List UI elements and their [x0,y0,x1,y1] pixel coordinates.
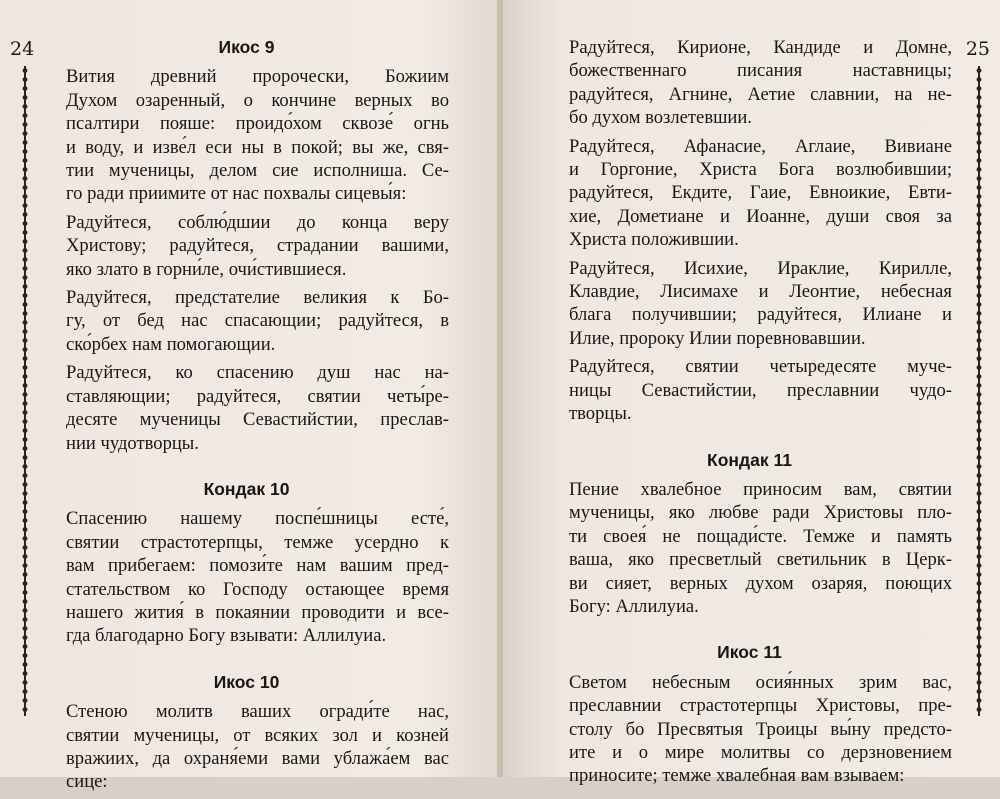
paragraph [547,36,952,130]
text-line: мученицы, яко любве ради Христовы пло- [569,502,952,524]
text-line: вражиих, да охраня́еми вами ублажа́ем вас [66,747,449,769]
right-page [503,0,1000,787]
text-line: ставляющии; радуйтеся, святии четы́ре- [66,385,449,407]
text-line: Спасению нашему поспе́шницы есте́, [66,508,449,530]
text-line: столу бо Пресвятыя Троицы вы́ну предсто- [569,718,952,740]
text-line: бо духом возлетевшии. [569,107,752,129]
text-line: сице: [66,771,108,793]
text-line: го ради приимите от нас похвалы сицевы́я: [66,183,407,205]
text-line: Радуйтеся, святии четыредесяте муче- [569,356,952,378]
text-line: Илие, пророку Илии поревновавшии. [569,327,866,349]
paragraph [44,361,449,455]
section-spacer [44,653,449,671]
section-heading: Икос 11 [717,642,782,663]
text-line: Радуйтеся, Афанасие, Аглаие, Вивиане [569,135,952,157]
text-line: десяте мученицы Севастийстии, преслав- [66,409,449,431]
paragraph [547,257,952,351]
right-page-text [547,36,952,793]
paragraph [547,135,952,252]
text-line: Клавдие, Лисимахе и Леонтие, небесная [569,281,952,303]
left-ornament-border [18,66,32,716]
text-line: нии чудотворцы. [66,432,199,454]
section-heading: Кондак 10 [203,478,290,499]
text-line: тии мученицы, делом сие исполниша. Се- [66,160,449,182]
text-line: Радуйтеся, Кирионе, Кандиде и Домне, [569,37,952,58]
text-line: гу, от бед нас спасающии; радуйтеся, в [66,310,449,332]
paragraph [547,355,952,425]
text-line: Светом небесным осия́нных зрим вас, [569,671,952,693]
text-line: ско́рбех нам помогающии. [66,333,276,355]
text-line: ваша, яко пресветлый светильник в Церк- [569,549,952,571]
right-page-number: 25 [965,38,990,60]
paragraph [44,700,449,794]
left-page [0,0,497,793]
text-line: Радуйтеся, Исихие, Ираклие, Кирилле, [569,257,952,279]
text-line: и воду, и изве́л еси ны в покой; вы же, свя- [66,136,449,158]
text-line: Богу: Аллилуиа. [569,595,699,617]
text-line: творцы. [569,403,632,425]
text-line: ите и о мире молитвы со дерзновением [569,741,952,763]
text-line: радуйтеся, Екдите, Гаие, Евноикие, Евти- [569,182,952,204]
text-line: гда благодарно Богу взывати: Аллилуиа. [66,625,387,647]
text-line: приносите; темже хвалебная вам взываем: [569,765,905,787]
paragraph [547,671,952,788]
text-line: блага получившии; радуйтеся, Илиане и [569,304,952,326]
text-line: псалтири пояше: проидо́хом сквозе́ огнь [66,113,449,135]
paragraph [547,478,952,618]
text-line: ницы Севастийстии, преславнии чудо- [569,379,952,401]
text-line: преславнии страстотерпцы Христовы, пре- [569,695,952,717]
text-line: Христа положившии. [569,229,739,251]
right-ornament-border [972,66,986,716]
text-line: ти своея́ не пощади́сте. Темже и память [569,525,952,547]
text-line: Духом озаренный, о кончине верных во [66,89,449,111]
text-line: стательством ко Господу остающее время [66,578,449,600]
text-line: нашего жития́ в покаянии проводити и все- [66,601,449,623]
section-heading: Икос 9 [218,37,275,57]
section-heading: Кондак 11 [707,449,792,470]
paragraph [44,286,449,356]
text-line: Радуйтеся, предстателие великия к Бо- [66,287,449,309]
section-heading: Икос 10 [213,671,280,692]
section-spacer [547,431,952,449]
section-spacer [44,460,449,478]
text-line: Стеною молитв ваших огради́те нас, [66,701,449,723]
text-line: вам прибегаем: помози́те нам вашим пред- [66,555,449,577]
text-line: хие, Дометиане и Иоанне, души своя за [569,205,952,227]
left-page-text [44,36,449,799]
text-line: радуйтеся, Агнине, Аетие славнии, на не- [569,83,952,105]
text-line: ви сияет, верных духом озаряя, поющих [569,572,952,594]
text-line: божественнаго писания наставницы; [569,60,952,82]
left-page-number: 24 [10,38,35,60]
paragraph [44,65,449,205]
text-line: Радуйтеся, соблю́дшии до конца веру [66,211,449,233]
text-line: святии страстотерпцы, темже усердно к [66,531,449,553]
text-line: яко злато в горни́ле, очи́стившиеся. [66,258,347,280]
paragraph [44,211,449,281]
text-line: и Горгоние, Христа Бога возлюбившии; [569,159,952,181]
text-line: Радуйтеся, ко спасению душ нас на- [66,362,449,384]
paragraph [44,507,449,647]
text-line: Пение хвалебное приносим вам, святии [569,478,952,500]
text-line: Христову; радуйтеся, страдании вашими, [66,235,449,257]
section-spacer [547,623,952,641]
text-line: святии мученицы, от всяких зол и козней [66,724,449,746]
text-line: Вития древний пророчески, Божиим [66,66,449,88]
